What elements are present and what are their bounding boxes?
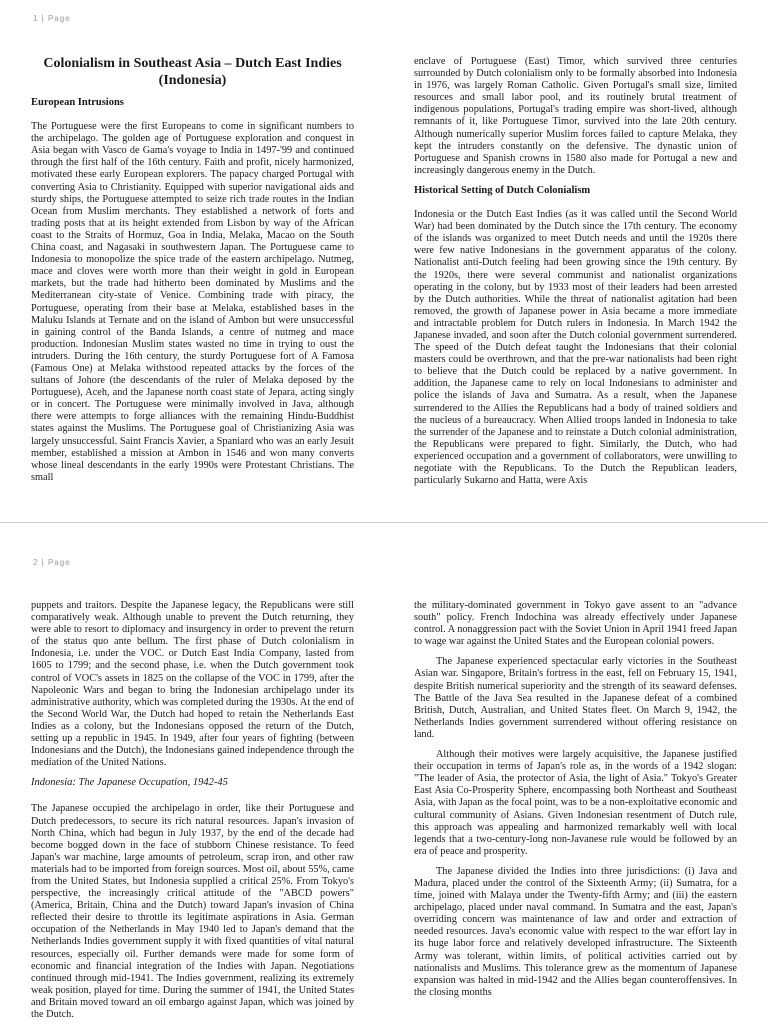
paragraph: The Japanese experienced spectacular early victories in the Southeast Asian war. Singapore, Britain's fortress in the east, fell on February 15, 1941, despite British numerical superiority and the strength of its seaward defenses. The Battle of the Java Sea resulted in the Japanese defeat of a combined British, Dutch, Australian, and United States fleet. On March 9, 1942, the Netherlands Indies government surrendered without offering resistance on land.: [414, 656, 737, 740]
paragraph: enclave of Portuguese (East) Timor, which survived three centuries surrounded by Dutch colonialism only to be formally absorbed into Indonesia in 1976, was largely Roman Catholic. Given Portugal's small size, limited resources and small labor pool, and its routinely brutal treatment of indigenous populations, Portugal's trading empire was short-lived, although remnants of it, like Portuguese Timor, survived into the late 20th century. Although numerically superior Muslim forces failed to capture Melaka, they kept the intruders constantly on the defensive. The dynastic union of Portuguese and Spanish crowns in 1580 also made for Portugal a new and increasingly dangerous enemy in the Dutch.: [414, 56, 737, 176]
paragraph: Indonesia or the Dutch East Indies (as it was called until the Second World War) had been dominated by the Dutch since the 17th century. The economy of the islands was organized to meet Dutch needs and until the 1920s there were few native Indonesians in the government apparatus of the colony. Nationalist anti-Dutch feeling had been growing since the 19th century. By the 1920s, there were several communist and nationalist organizations operating in the colony, but by 1933 most of their leaders had been arrested by the Dutch authorities. While the threat of nationalist agitation had been removed, the growth of Japanese power in Asia became a more immediate and intractable problem for Dutch rulers in Indonesia. In March 1942 the Japanese invaded, and soon after the Dutch colonial government surrendered. The speed of the Dutch defeat taught the Indonesians that their colonial masters could be overthrown, and that the pre-war nationalists had been right to believe that the Dutch could be replaced by a native government. In addition, the Japanese came to rely on local Indonesians to administer and police the islands of Java and Sumatra. As a result, when the Japanese surrendered to the Allies the Republicans had a body of trained soldiers and the nucleus of a bureaucracy. When Allied troops landed in Indonesia to take the surrender of the Japanese and to reinstate a Dutch colonial administration, the Republicans were prepared to fight. Similarly, the Dutch, who had experienced occupation and a government of collaborators, were unwilling to negotiate with the Republicans. To the Dutch the Republican leaders, particularly Sukarno and Hatta, were Axis: [414, 209, 737, 487]
paragraph: The Japanese occupied the archipelago in order, like their Portuguese and Dutch predecessors, to secure its rich natural resources. Japan's invasion of North China, which had begun in July 1937, by the end of the decade had become bogged down in the face of stubborn Chinese resistance. To feed Japan's war machine, large amounts of petroleum, scrap iron, and other raw materials had to be imported from foreign sources. Most oil, about 55%, came from the United States, but Indonesia supplied a critical 25%. From Tokyo's perspective, the increasingly critical attitude of the "ABCD powers" (America, Britain, China and the Dutch) toward Japan's invasion of China reflected their desire to throttle its legitimate aspirations in Asia. German occupation of the Netherlands in May 1940 led to Japan's demand that the Netherlands Indies government supply it with fixed quantities of vital natural resources, especially oil. Further demands were made for some form of economic and financial integration of the Indies with Japan. Negotiations continued through mid-1941. The Indies government, realizing its extremely weak position, played for time. During the summer of 1941, the United States and Britain moved toward an oil embargo against Japan, which was joined by the Dutch.: [31, 803, 354, 1020]
left-column: [31, 55, 354, 492]
paragraph: The Japanese divided the Indies into three jurisdictions: (i) Java and Madura, placed under the control of the Sixteenth Army; (ii) Sumatra, for a time, joined with Malaya under the Twenty-fifth Army; and (iii) the eastern archipelago, placed under naval command. In Sumatra and the east, Japan's overriding concern was maintenance of law and order and extraction of needed resources. Java's economic value with respect to the war effort lay in its huge labor force and relatively developed infrastructure. The Sixteenth Army was tolerant, within limits, of political activities carried out by nationalists and Muslims. This tolerance grew as the momentum of Japanese expansion was halted in mid-1942 and the Allies began counteroffensives. In the closing months: [414, 865, 737, 998]
paragraph: puppets and traitors. Despite the Japanese legacy, the Republicans were still comparatively weak. Although unable to prevent the Dutch returning, they were able to resort to diplomacy and insurgency in order to prevent the return of the status quo ante bellum. The first phase of Dutch colonialism in Indonesia, i.e. under the VOC. or Dutch East India Company, lasted from 1605 to 1799; and the second phase, i.e. when the Dutch government took control of VOC's assets in 1825 on the collapse of the VOC in 1799, after the Napoleonic Wars and began to bring the Indonesian archipelago under its administrative authority, which was completed during the 1930s. At the end of the Second World War, the Dutch had hoped to retain the Netherlands East Indies as a colony, but the Indonesians opposed the return of the Dutch, setting up a republic in 1945. In 1949, after four years of fighting (between Indonesians and the Dutch), the Indonesians gained independence through the mediation of the United Nations.: [31, 600, 354, 769]
right-column: [414, 600, 737, 1007]
section-subheading: Indonesia: The Japanese Occupation, 1942-45: [31, 777, 228, 789]
page-number: 2 | Page: [33, 558, 71, 567]
section-heading: Historical Setting of Dutch Colonialism: [414, 184, 591, 196]
page-separator: [0, 522, 768, 545]
paragraph: Although their motives were largely acquisitive, the Japanese justified their occupation in terms of Japan's role as, in the words of a 1942 slogan: "The leader of Asia, the protector of Asia, the light of Asia." Tokyo's Greater East Asia Co-Prosperity Sphere, encompassing both Northeast and Southeast Asia, with Japan as the focal point, was to be a non-exploitative economic and cultural community of Asians. Given Indonesian resentment of Dutch rule, this approach was appealing and harmonized remarkably well with local legends that a two-century-long non-Javanese rule would be followed by an era of peace and prosperity.: [414, 749, 737, 857]
left-column: [31, 600, 354, 1024]
document-title: Colonialism in Southeast Asia – Dutch East Indies (Indonesia): [43, 56, 342, 88]
section-heading: European Intrusions: [31, 97, 124, 108]
page-number: 1 | Page: [33, 14, 71, 23]
paragraph: the military-dominated government in Tokyo gave assent to an "advance south" policy. French Indochina was already effectively under Japanese control. A nonaggression pact with the Soviet Union in April 1941 freed Japan to wage war against the United States and the European colonial powers.: [414, 600, 737, 648]
paragraph: The Portuguese were the first Europeans to come in significant numbers to the archipelago. The golden age of Portuguese exploration and conquest in Asia began with Vasco de Gama's voyage to India in 1497-'99 and continued through the first half of the 16th century. Faith and profit, nicely harmonized, motivated these early European explorers. The papacy charged Portugal with converting Asia to Christianity. Equipped with superior navigational aids and sturdy ships, the Portuguese attempted to seize rich trade routes in the Indian Ocean from Muslim merchants. They established a network of forts and trading posts that at its height extended from Lisbon by way of the African coast to the Straits of Hormuz, Goa in India, Melaka, Macao on the South China coast, and Nagasaki in southwestern Japan. The Portuguese came to Indonesia to monopolize the spice trade of the eastern archipelago. Nutmeg, mace and cloves were worth more than their weight in gold in European markets, but the trade had hitherto been dominated by Muslims and the Mediterranean city-state of Venice. Combining trade with piracy, the Portuguese, operating from their base at Melaka, established bases in the Maluku Islands at Ternate and on the island of Ambon but were unsuccessful in gaining control of the Banda Islands, a centre of nutmeg and mace production. Indonesian Muslim states wasted no time in trying to oust the intruders. During the 16th century, the sturdy Portuguese fort of A Famosa (Famous One) at Melaka withstood repeated attacks by the forces of the sultans of Johore (the descendants of the ruler of Melaka deposed by the Portuguese), Aceh, and the Japanese north coast state of Jepara, acting singly or in concert. The Portuguese were minimally involved in Java, although there were attempts to forge alliances with the remaining Hindu-Buddhist states against the Muslims. The Portuguese goal of Christianizing Asia was largely unsuccessful. Saint Francis Xavier, a Spaniard who was an early Jesuit member, established a mission at Ambon in 1546 and won many converts whose lineal descendants in the early 1990s were Protestant Christians. The small: [31, 121, 354, 483]
document-page-2: [0, 544, 768, 1024]
right-column: [414, 56, 737, 495]
